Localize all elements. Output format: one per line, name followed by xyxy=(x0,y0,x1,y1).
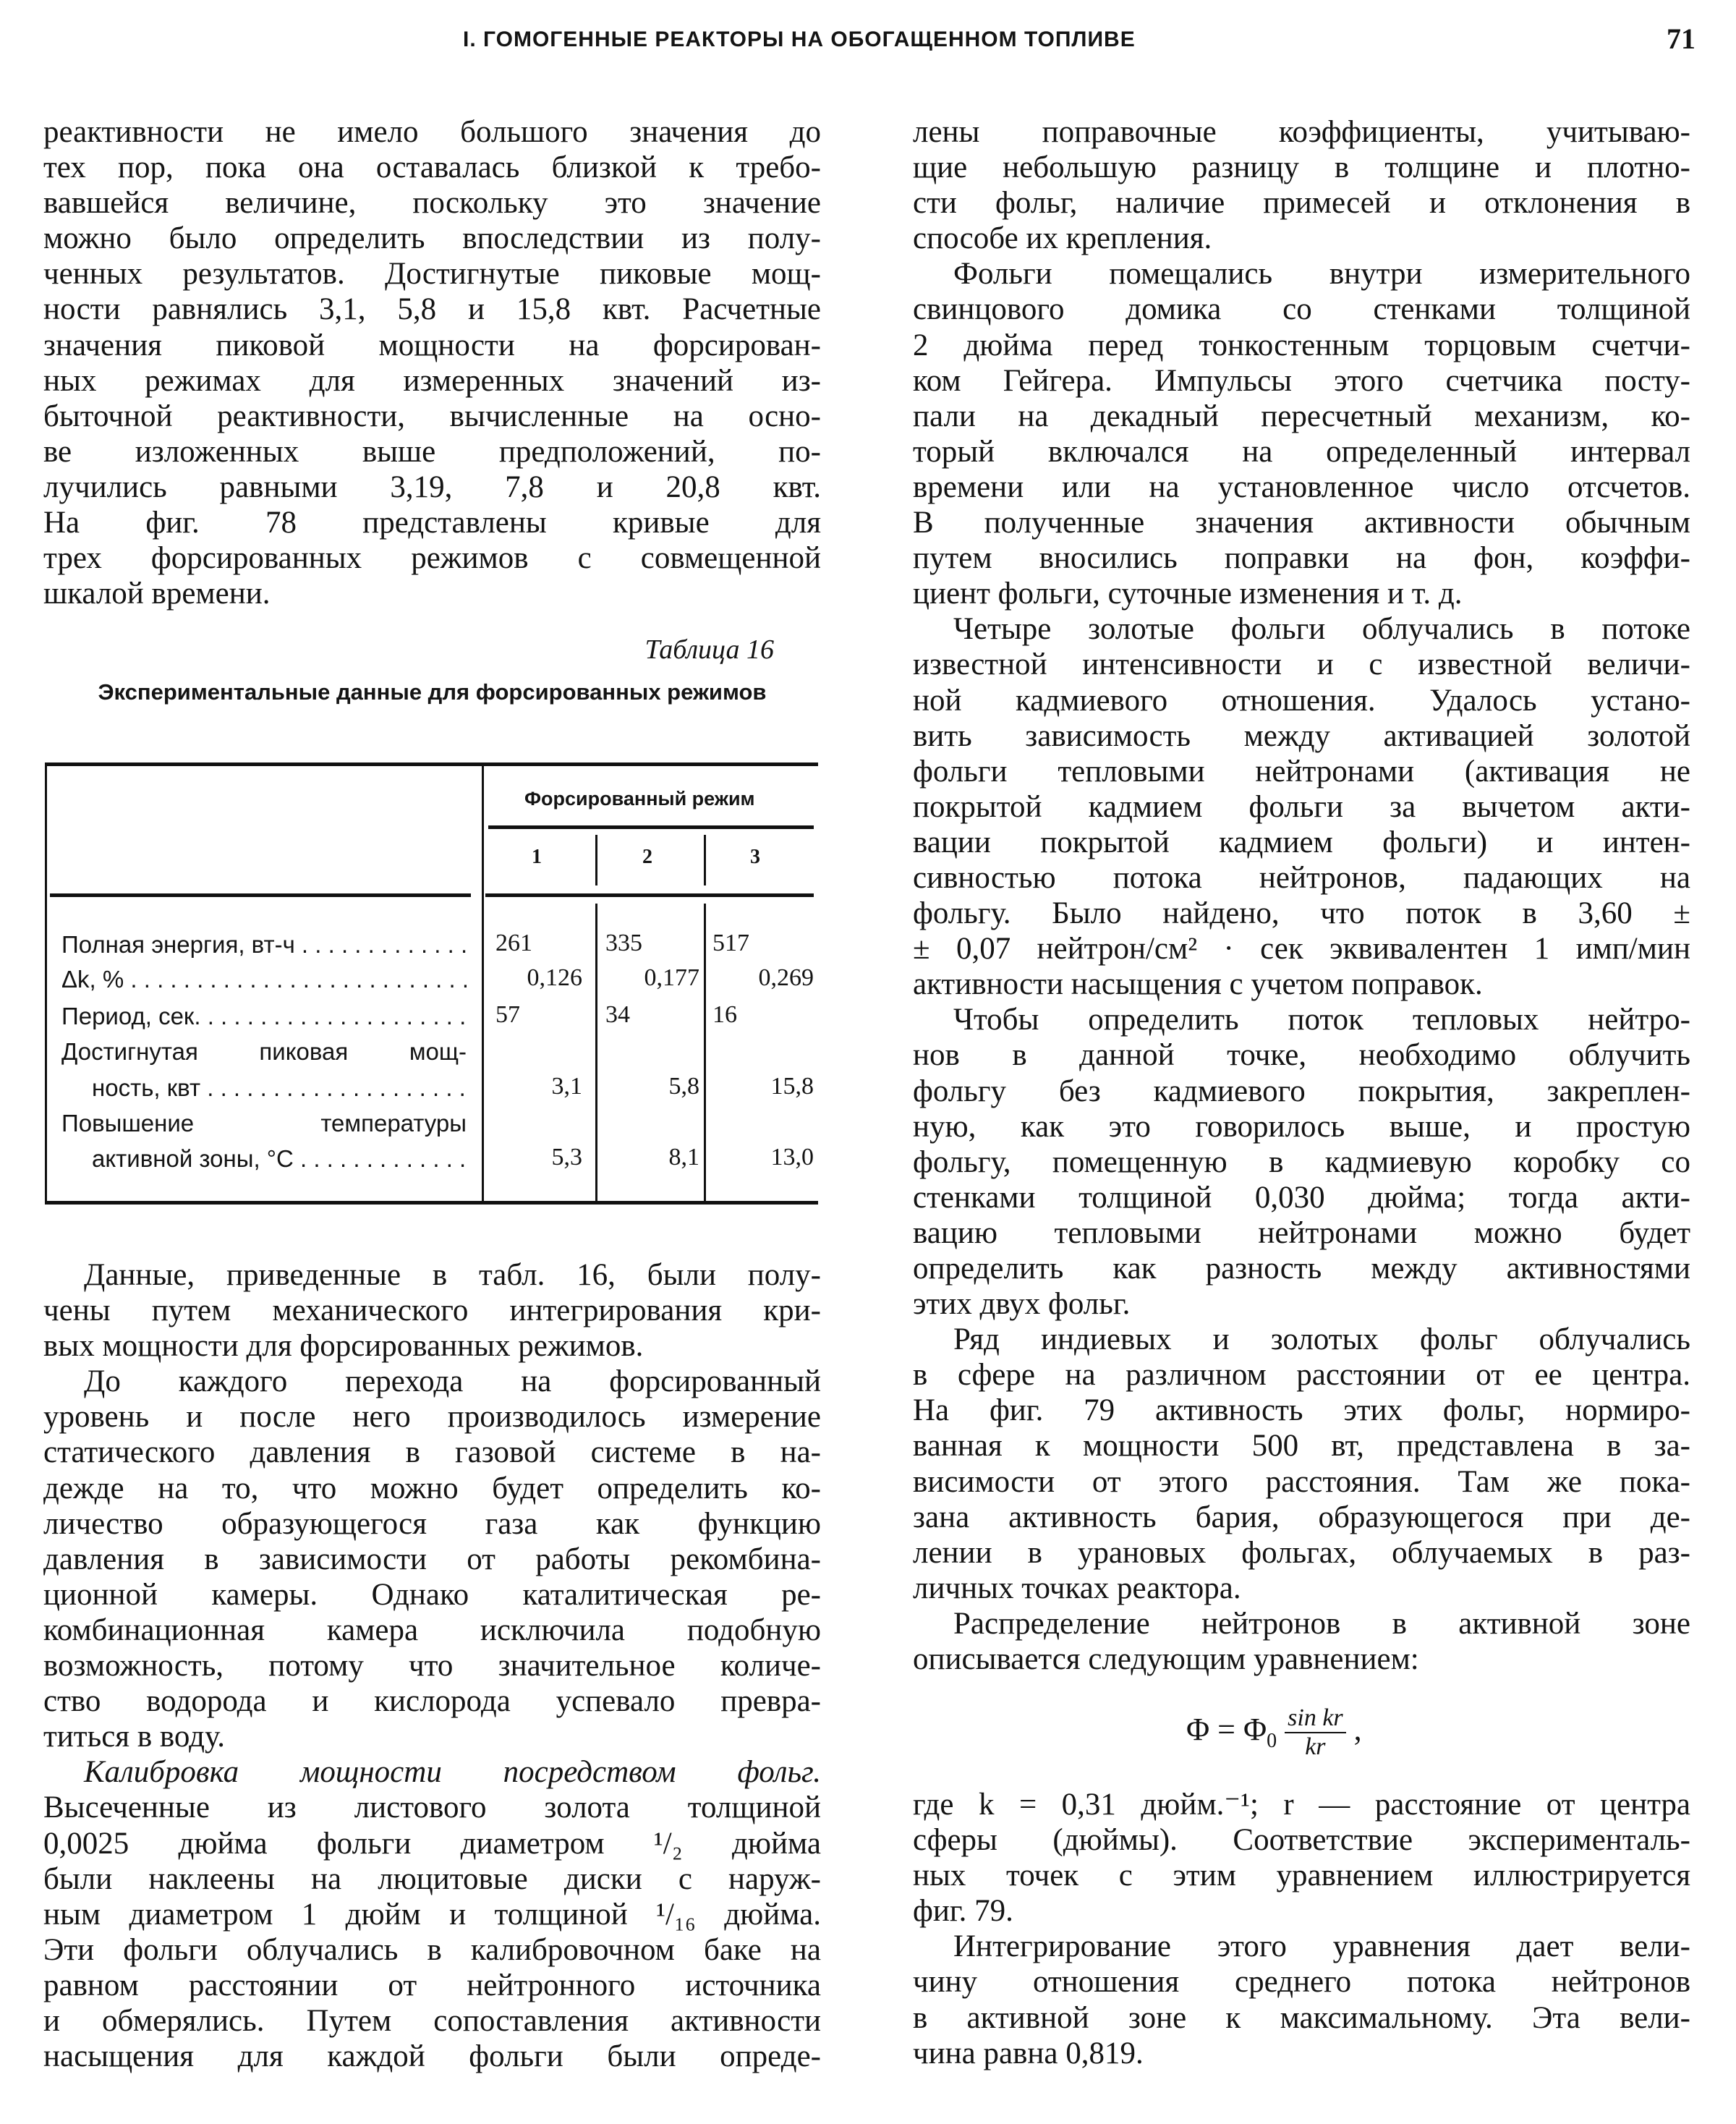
table-cell: 261 xyxy=(495,930,532,956)
equation-fraction xyxy=(1285,1704,1346,1761)
text-line: сферы (дюймы). Соответствие эксперименталь- xyxy=(913,1823,1690,1858)
text-line: ство водорода и кислорода успевало превра- xyxy=(43,1684,821,1719)
table-cell: 0,269 xyxy=(758,964,814,991)
table-title: Экспериментальные данные для форсированных режимов xyxy=(98,679,767,705)
text-line: До каждого перехода на форсированный xyxy=(84,1364,821,1399)
text-line: путем вносились поправки на фон, коэффи- xyxy=(913,541,1690,576)
table-divider xyxy=(50,893,471,897)
text-line: Чтобы определить поток тепловых нейтро- xyxy=(953,1003,1690,1037)
row-label: активной зоны, °С . . . xyxy=(92,1145,467,1173)
table-divider xyxy=(488,825,814,829)
table-divider xyxy=(485,893,814,897)
text-line: фольгу без кадмиевого покрытия, закреплен- xyxy=(913,1074,1690,1108)
equation-lhs: Φ = Φ xyxy=(1186,1712,1267,1748)
text-line: Эти фольги облучались в калибровочном баке на xyxy=(43,1932,821,1967)
text-line: ности равнялись 3,1, 5,8 и 15,8 квт. Расчетные xyxy=(43,292,821,327)
table-caption: Таблица 16 xyxy=(644,634,774,665)
text-line: дежде на то, что можно будет определить ко- xyxy=(43,1471,821,1505)
text-line: лучились равными 3,19, 7,8 и 20,8 квт. xyxy=(43,470,821,504)
text-line: ной кадмиевого отношения. Удалось устано- xyxy=(913,683,1690,718)
table-cell: 517 xyxy=(712,930,749,956)
text-line: фольгу. Было найдено, что поток в 3,60 ± xyxy=(913,896,1690,931)
text-line: личных точках реактора. xyxy=(913,1571,1241,1605)
table-cell: 335 xyxy=(605,930,642,956)
running-title: I. ГОМОГЕННЫЕ РЕАКТОРЫ НА ОБОГАЩЕННОМ ТОПЛИВЕ xyxy=(463,27,1136,51)
table-cell: 5,3 xyxy=(551,1144,582,1171)
text-line: лении в урановых фольгах, облучаемых в раз- xyxy=(913,1535,1690,1570)
text-line: Ряд индиевых и золотых фольг облучались xyxy=(953,1322,1690,1357)
table-divider xyxy=(704,835,706,885)
text-line: торый включался на определенный интервал xyxy=(913,434,1690,469)
table-divider xyxy=(704,904,706,1205)
table-cell: 34 xyxy=(605,1001,630,1028)
row-label: Период, сек. . . . xyxy=(61,1003,467,1030)
text-line: Четыре золотые фольги облучались в потоке xyxy=(953,612,1690,647)
text-line: времени или на установленное число отсчетов. xyxy=(913,470,1690,504)
text-line: ную, как это говорилось выше, и простую xyxy=(913,1109,1690,1144)
text-line: комбинационная камера исключила подобную xyxy=(43,1613,821,1647)
text-line: вых мощности для форсированных режимов. xyxy=(43,1329,644,1364)
text-line: ком Гейгера. Импульсы этого счетчика посту- xyxy=(913,363,1690,398)
table-divider xyxy=(595,835,597,885)
text-line: можно было определить впоследствии из полу- xyxy=(43,221,821,256)
text-line: личество образующегося газа как функцию xyxy=(43,1506,821,1541)
text-line: шкалой времени. xyxy=(43,577,271,611)
table-cell: 13,0 xyxy=(770,1144,814,1171)
text-line: ных точек с этим уравнением иллюстрируется xyxy=(913,1858,1690,1893)
page-number: 71 xyxy=(1667,22,1695,55)
text-line: вавшейся величине, поскольку это значение xyxy=(43,186,821,221)
text-line: фольгу, помещенную в кадмиевую коробку со xyxy=(913,1144,1690,1179)
equation xyxy=(1186,1704,1362,1761)
text-line: На фиг. 79 активность этих фольг, нормиро- xyxy=(913,1393,1690,1428)
text-line: ванная к мощности 500 вт, представлена в за- xyxy=(913,1429,1690,1464)
text-line: стенками толщиной 0,030 дюйма; тогда акти- xyxy=(913,1180,1690,1215)
text-line: трех форсированных режимов с совмещенной xyxy=(43,541,821,576)
text-line: Калибровка мощности посредством фольг. xyxy=(84,1755,821,1790)
text-line: чину отношения среднего потока нейтронов xyxy=(913,1965,1690,2000)
text-line: и обмерялись. Путем сопоставления активности xyxy=(43,2003,821,2038)
column-header: 2 xyxy=(642,846,652,868)
text-line: лены поправочные коэффициенты, учитываю- xyxy=(913,115,1690,149)
text-line: свинцового домика со стенками толщиной xyxy=(913,292,1690,327)
text-line: быточной реактивности, вычисленные на осно- xyxy=(43,399,821,433)
text-line: описывается следующим уравнением: xyxy=(913,1642,1419,1677)
text-line: зана активность бария, образующегося при де- xyxy=(913,1500,1690,1534)
text-line: в сфере на различном расстоянии от ее центра. xyxy=(913,1358,1690,1393)
text-line: ных режимах для измеренных значений из- xyxy=(43,363,821,398)
row-label: Полная энергия, вт-ч . . . xyxy=(61,931,467,959)
text-line: тех пор, пока она оставалась близкой к требо- xyxy=(43,150,821,185)
text-line: Распределение нейтронов в активной зоне xyxy=(953,1606,1690,1641)
text-line: вить зависимость между активацией золотой xyxy=(913,718,1690,753)
row-label: ность, квт . . . xyxy=(92,1074,467,1102)
text-line: На фиг. 78 представлены кривые для xyxy=(43,506,821,540)
right-column-top-text xyxy=(913,114,1690,1677)
text-line: вации покрытой кадмием фольги) и интен- xyxy=(913,825,1690,859)
text-line: фольги тепловыми нейтронами (активация не xyxy=(913,754,1690,789)
text-line: ным диаметром 1 дюйм и толщиной ¹/₁₆ дюйма. xyxy=(43,1897,821,1932)
text-line: титься в воду. xyxy=(43,1720,225,1754)
text-line: сти фольг, наличие примесей и отклонения в xyxy=(913,186,1690,221)
text-line: известной интенсивности и с известной величи- xyxy=(913,647,1690,682)
column-header: 3 xyxy=(750,846,760,868)
text-line: ± 0,07 нейтрон/см² · сек эквивалентен 1 имп/мин xyxy=(913,932,1690,967)
table-cell: 16 xyxy=(712,1001,737,1028)
text-line: насыщения для каждой фольги были опреде- xyxy=(43,2039,821,2074)
text-line: способе их крепления. xyxy=(913,221,1212,256)
column-header: 1 xyxy=(532,846,542,868)
text-line: были наклеены на люцитовые диски с наруж- xyxy=(43,1861,821,1896)
numerator: sin kr xyxy=(1285,1704,1346,1733)
text-line: статического давления в газовой системе в на- xyxy=(43,1435,821,1470)
text-line: в активной зоне к максимальному. Эта вели- xyxy=(913,2000,1690,2035)
table-cell: 15,8 xyxy=(770,1073,814,1100)
text-line: Высеченные из листового золота толщиной xyxy=(43,1790,821,1825)
text-line: Данные, приведенные в табл. 16, были полу- xyxy=(84,1258,821,1292)
right-column-bottom-text xyxy=(913,1787,1690,2071)
table-cell: 3,1 xyxy=(551,1073,582,1100)
text-line: В полученные значения активности обычным xyxy=(913,506,1690,540)
text-line: щие небольшую разницу в толщине и плотно- xyxy=(913,150,1690,185)
row-label: Δk, % . . . xyxy=(61,966,467,993)
equation-subscript: 0 xyxy=(1267,1729,1277,1752)
text-line: 0,0025 дюйма фольги диаметром ¹/₂ дюйма xyxy=(43,1826,821,1861)
table-cell: 0,126 xyxy=(527,964,582,991)
text-line: пали на декадный пересчетный механизм, ко- xyxy=(913,399,1690,433)
table-cell: 0,177 xyxy=(644,964,699,991)
text-line: возможность, потому что значительное количе- xyxy=(43,1649,821,1683)
text-line: этих двух фольг. xyxy=(913,1287,1131,1322)
data-table xyxy=(45,762,818,1205)
text-line: нов в данной точке, необходимо облучить xyxy=(913,1038,1690,1073)
text-line: Интегрирование этого уравнения дает вели- xyxy=(953,1929,1690,1964)
text-line: равном расстоянии от нейтронного источника xyxy=(43,1968,821,2002)
text-line: уровень и после него производилось измерение xyxy=(43,1400,821,1435)
text-line: фиг. 79. xyxy=(913,1894,1013,1929)
text-line: циент фольги, суточные изменения и т. д. xyxy=(913,577,1463,611)
text-line: Фольги помещались внутри измерительного xyxy=(953,257,1690,292)
text-line: давления в зависимости от работы рекомбина- xyxy=(43,1542,821,1576)
row-label: Достигнутая пиковая мощ- xyxy=(61,1038,467,1065)
text-line: висимости от этого расстояния. Там же пока- xyxy=(913,1464,1690,1499)
text-line: 2 дюйма перед тонкостенным торцовым счетчи- xyxy=(913,328,1690,362)
text-line: реактивности не имело большого значения до xyxy=(43,115,821,149)
table-divider xyxy=(595,904,597,1205)
denominator: kr xyxy=(1305,1733,1326,1760)
text-line: ве изложенных выше предположений, по- xyxy=(43,434,821,469)
text-line: чены путем механического интегрирования кри- xyxy=(43,1293,821,1328)
text-line: чина равна 0,819. xyxy=(913,2036,1144,2070)
equation-tail: , xyxy=(1353,1712,1362,1748)
text-line: активности насыщения с учетом поправок. xyxy=(913,967,1483,1002)
left-column-bottom-text xyxy=(43,1257,821,2074)
table-cell: 57 xyxy=(495,1001,520,1028)
text-line: сивностью потока нейтронов, падающих на xyxy=(913,860,1690,895)
table-cell: 8,1 xyxy=(668,1144,699,1171)
text-line: покрытой кадмием фольги за вычетом акти- xyxy=(913,789,1690,824)
text-line: ченных результатов. Достигнутые пиковые мощ- xyxy=(43,257,821,292)
text-line: определить как разность между активностями xyxy=(913,1252,1690,1286)
row-label: Повышение температуры xyxy=(61,1110,467,1137)
text-line: значения пиковой мощности на форсирован- xyxy=(43,328,821,362)
table-divider xyxy=(482,766,484,1205)
table-cell: 5,8 xyxy=(668,1073,699,1100)
text-line: вацию тепловыми нейтронами можно будет xyxy=(913,1215,1690,1250)
text-line: ционной камеры. Однако каталитическая ре- xyxy=(43,1577,821,1612)
table-group-header: Форсированный режим xyxy=(524,788,755,810)
text-line: где k = 0,31 дюйм.⁻¹; r — расстояние от центра xyxy=(913,1788,1690,1822)
left-column-top-text xyxy=(43,114,821,611)
